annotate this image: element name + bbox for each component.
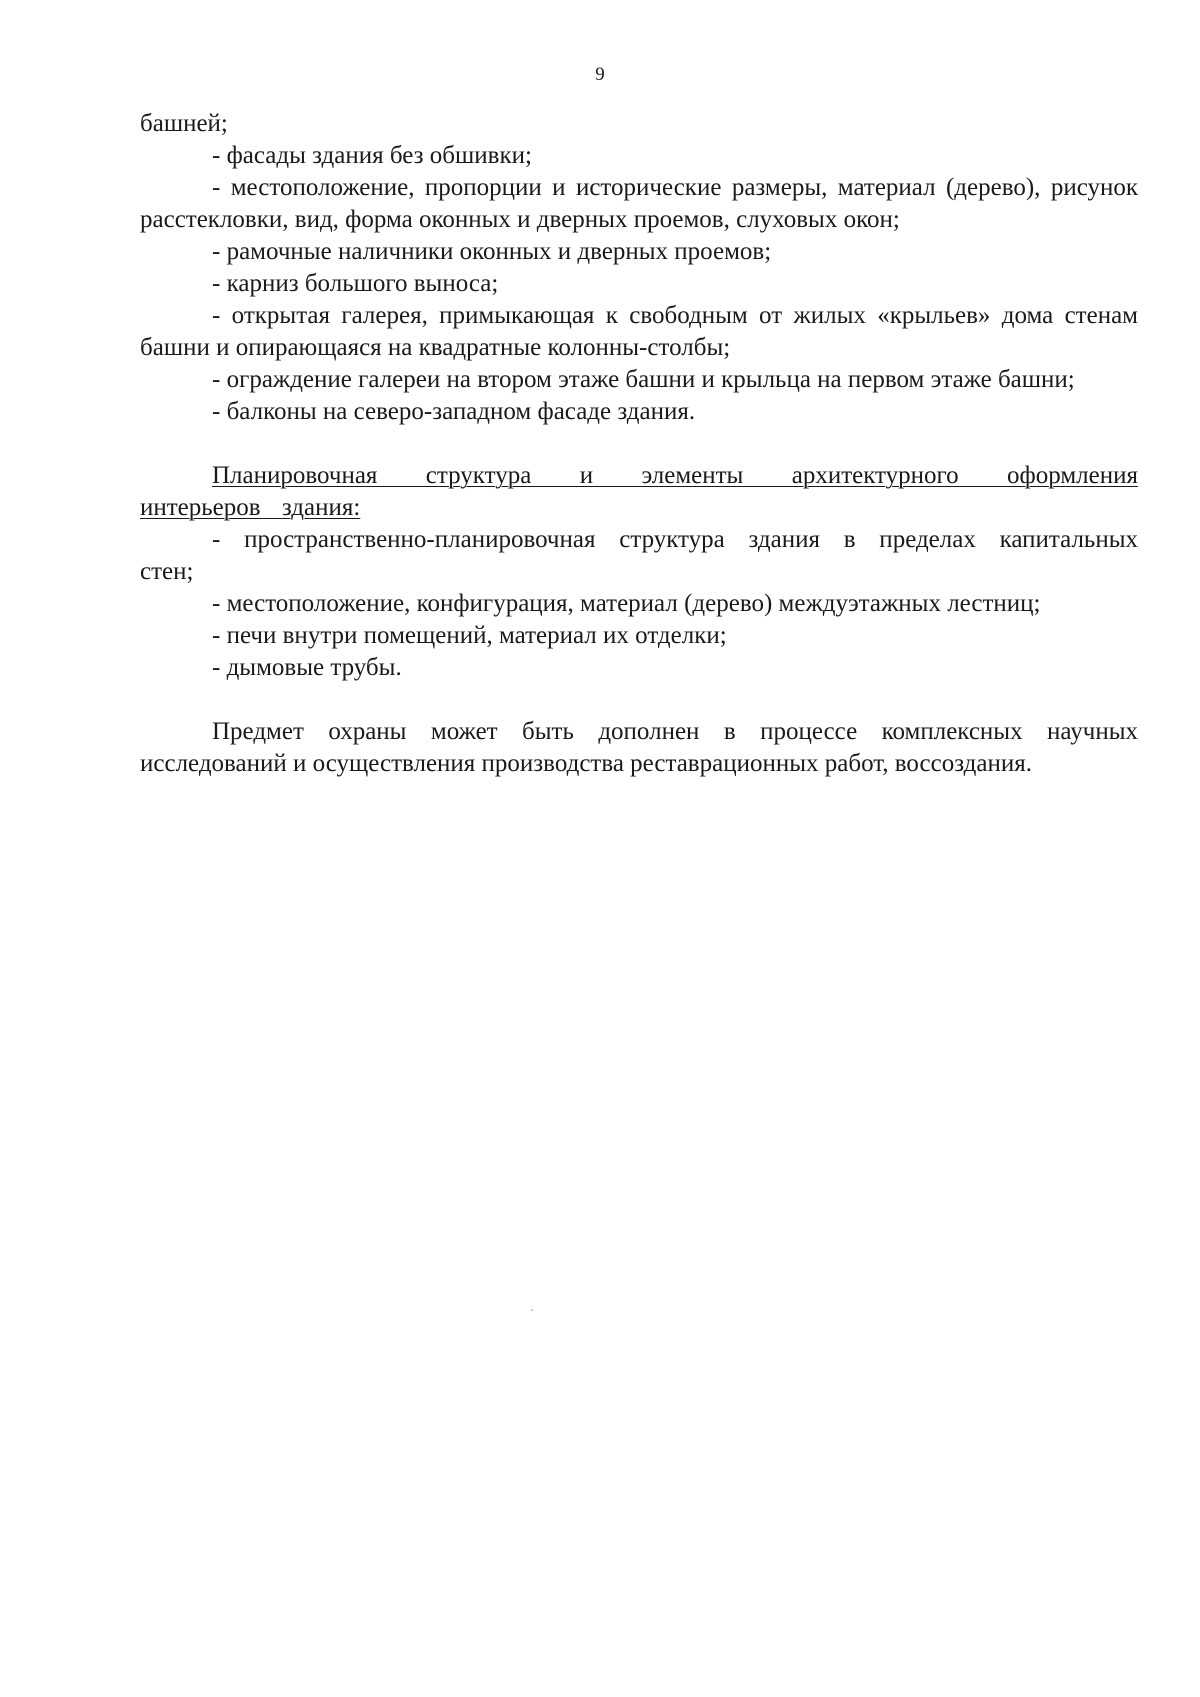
list-item: - дымовые трубы. [212,654,402,681]
section-heading [140,460,1138,524]
list-item: - рамочные наличники оконных и дверных проемов; [212,238,772,265]
closing-paragraph: Предмет охраны может быть дополнен в процессе комплексных научных исследований и осуществления производства реставрационных работ, воссоздания. [140,718,1138,777]
paragraph-gap [140,428,1138,460]
list-item: - балконы на северо-западном фасаде здания. [212,398,696,425]
list-item: - печи внутри помещений, материал их отделки; [212,622,727,649]
list-item-continuation: башней; [140,110,228,137]
scan-speck [531,1309,533,1311]
section-heading-text: Планировочная структура и элементы архитектурного оформления интерьеров здания: [140,462,1138,521]
document-body [140,108,1138,780]
page-number: 9 [595,64,605,85]
list-item: - местоположение, пропорции и исторические размеры, материал (дерево), рисунок расстекловки, вид, форма оконных и дверных проемов, слуховых окон; [140,174,1138,233]
paragraph-gap [140,684,1138,716]
list-item: - местоположение, конфигурация, материал (дерево) междуэтажных лестниц; [212,590,1041,617]
list-item: - фасады здания без обшивки; [212,142,532,169]
list-item: - пространственно-планировочная структура здания в пределах капитальных стен; [140,526,1138,585]
list-item: - ограждение галереи на втором этаже башни и крыльца на первом этаже башни; [212,366,1075,393]
list-item: - открытая галерея, примыкающая к свободным от жилых «крыльев» дома стенам башни и опирающаяся на квадратные колонны-столбы; [140,302,1138,361]
list-item: - карниз большого выноса; [212,270,499,297]
